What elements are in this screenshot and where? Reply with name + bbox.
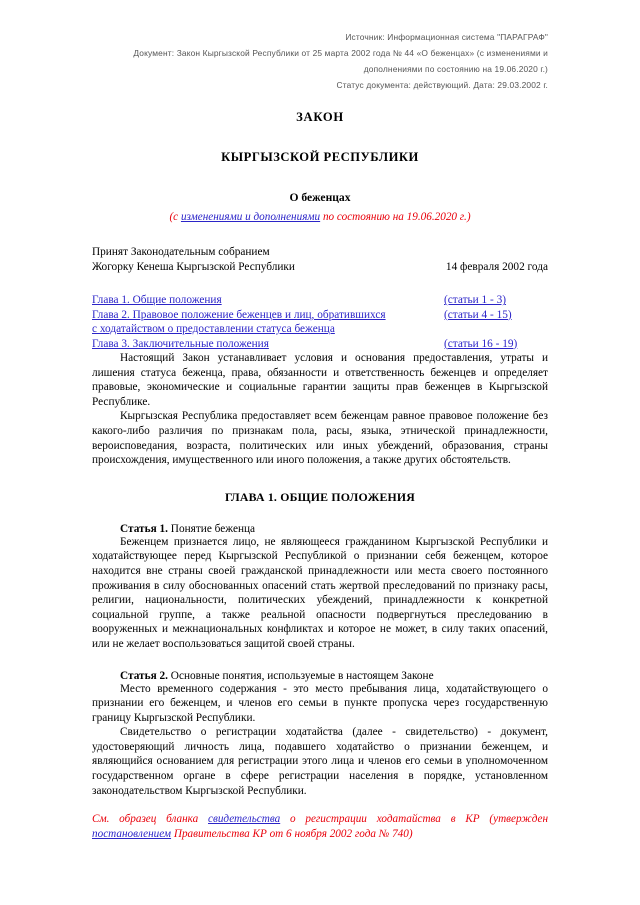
article-2-heading — [92, 670, 548, 682]
toc-articles-chapter-3[interactable]: (статьи 16 - 19) — [444, 337, 518, 350]
article-1-body: Беженцем признается лицо, не являющееся гражданином Кыргызской Республики и ходатайствующее перед Кыргызской Республикой о признании себя беженцем, которое находится вне страны своей гражданской принадлежности или места своего постоянного проживания в силу обоснованных опасений стать жертвой преследований по признаку расы, религии, национальности, политических убеждений, принадлежности к конкретной социальной группе, а также реальной опасности подвергнуться преследованию в вооруженных и межнациональных конфликтах и которое не может, в силу таких опасений, или не желает воспользоваться защитой своей страны. — [92, 535, 548, 650]
toc-entry-chapter-1 — [92, 293, 548, 307]
adopted-line-1: Принят Законодательным собранием — [92, 246, 270, 259]
document-metadata-header — [92, 30, 548, 93]
toc-link-chapter-3[interactable]: Глава 3. Заключительные положения — [92, 337, 269, 350]
source-line: Источник: Информационная система "ПАРАГРАФ" — [345, 32, 548, 42]
adoption-block — [92, 245, 548, 274]
toc-articles-chapter-1[interactable]: (статьи 1 - 3) — [444, 294, 507, 307]
amendments-prefix: (с — [169, 211, 181, 224]
article-2-paragraph-2: Свидетельство о регистрации ходатайства (далее - свидетельство) - документ, удостоверяющий личность лица, подавшего ходатайство о признании беженцем, и являющийся основанием для регистрации этого лица и членов его семьи в уполномоченном государственном органе в сфере регистрации населения в порядке, установленном законодательством Кыргызской Республики. — [92, 726, 548, 797]
page-title-republic: КЫРГЫЗСКОЙ РЕСПУБЛИКИ — [221, 150, 419, 165]
article-2-number: Статья 2. — [120, 669, 168, 682]
toc-articles-chapter-2[interactable]: (статьи 4 - 15) — [444, 308, 512, 321]
reference-note-middle: о регистрации ходатайства в КР (утвержден — [280, 813, 549, 826]
toc-link-chapter-1[interactable]: Глава 1. Общие положения — [92, 294, 222, 307]
reference-note — [92, 812, 548, 841]
preamble-paragraph-1: Настоящий Закон устанавливает условия и основания предоставления, утраты и лишения статуса беженца, права, обязанности и ответственность беженцев и определяет правовые, экономические и социальные гарантии защиты прав беженцев в Кыргызской Республике. — [92, 352, 548, 408]
toc-link-chapter-2[interactable]: Глава 2. Правовое положение беженцев и лиц, обратившихся — [92, 308, 386, 321]
adoption-date: 14 февраля 2002 года — [445, 260, 548, 273]
toc-entry-chapter-2 — [92, 308, 548, 322]
adopted-line-2: Жогорку Кенеша Кыргызской Республики — [92, 260, 295, 273]
reference-note-suffix: Правительства КР от 6 ноября 2002 года № 740) — [171, 827, 413, 840]
document-reference-line: Документ: Закон Кыргызской Республики от 25 марта 2002 года № 44 «О беженцах» (с изменениями и дополнениями по состоянию на 19.06.2020 г.) — [133, 48, 548, 74]
toc-link-chapter-2-continuation[interactable]: с ходатайством о предоставлении статуса беженца — [92, 323, 335, 336]
chapter-1-heading: ГЛАВА 1. ОБЩИЕ ПОЛОЖЕНИЯ — [225, 489, 415, 504]
page-title-law: ЗАКОН — [296, 110, 344, 125]
reference-note-link-certificate[interactable]: свидетельства — [208, 813, 281, 826]
amendments-note — [92, 211, 548, 223]
article-2-paragraph-1: Место временного содержания - это место пребывания лица, ходатайствующего о признании его беженцем, и членов его семьи в пункте пропуска через государственную границу Кыргызской Республики. — [92, 682, 548, 724]
document-status-line: Статус документа: действующий. Дата: 29.03.2002 г. — [336, 79, 548, 90]
page-title-subject: О беженцах — [289, 191, 351, 205]
preamble-paragraph-2: Кыргызская Республика предоставляет всем беженцам равное правовое положение без какого-либо различия по признакам пола, расы, языка, этнической принадлежности, вероисповедания, возраста, политических или иных убеждений, образования, страны происхождения, имущественного или иного положения, а также других обстоятельств. — [92, 410, 548, 467]
table-of-contents — [92, 293, 548, 351]
article-1-number: Статья 1. — [120, 522, 168, 535]
amendments-link[interactable]: изменениями и дополнениями — [180, 211, 321, 224]
amendments-suffix: по состоянию на 19.06.2020 г.) — [320, 211, 471, 224]
toc-entry-chapter-3 — [92, 337, 548, 351]
article-1-title: Понятие беженца — [167, 522, 256, 535]
reference-note-prefix: См. образец бланка — [92, 813, 209, 826]
reference-note-link-resolution[interactable]: постановлением — [92, 827, 172, 840]
article-2-title: Основные понятия, используемые в настоящем Законе — [167, 669, 434, 682]
article-1-heading — [92, 523, 548, 535]
